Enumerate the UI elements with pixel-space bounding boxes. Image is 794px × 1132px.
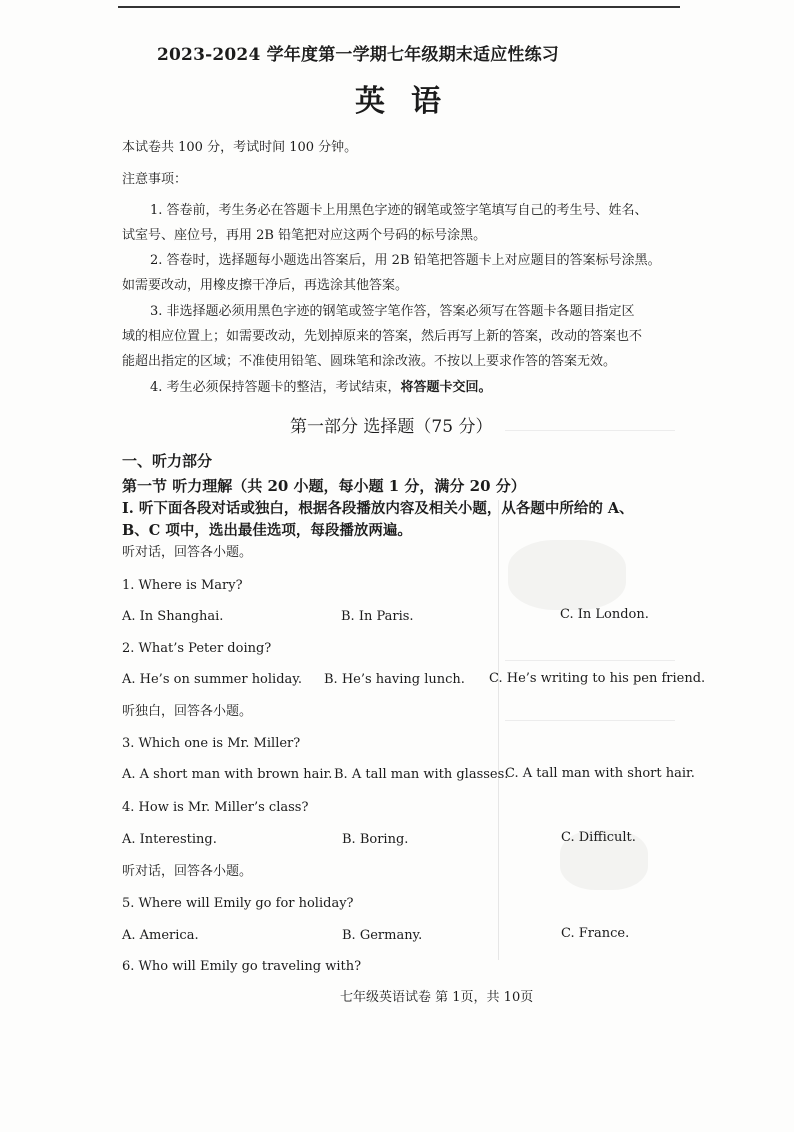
note-line — [150, 380, 492, 396]
option-c: C. France. — [561, 926, 630, 941]
option-a: A. A short man with brown hair. — [122, 767, 333, 782]
note-line: 2. 答卷时，选择题每小题选出答案后，用 2B 铅笔把答题卡上对应题目的答案标号涂黑。 — [150, 253, 661, 268]
instruction-line: I. 听下面各段对话或独白，根据各段播放内容及相关小题，从各题中所给的 A、 — [122, 500, 634, 517]
option-c: C. A tall man with short hair. — [505, 766, 695, 781]
note-line: 试室号、座位号，再用 2B 铅笔把对应这两个号码的标号涂黑。 — [122, 228, 487, 243]
option-a: A. Interesting. — [122, 832, 217, 847]
group-instruction: 听对话，回答各小题。 — [122, 545, 253, 560]
option-b: B. Boring. — [342, 832, 409, 847]
note-line: 3. 非选择题必须用黑色字迹的钢笔或签字笔作答，答案必须写在答题卡各题目指定区 — [150, 304, 635, 319]
part-title: 第一部分 选择题（75 分） — [290, 417, 493, 437]
note-line: 能超出指定的区域；不准使用铅笔、圆珠笔和涂改液。不按以上要求作答的答案无效。 — [122, 354, 617, 369]
instruction-line: B、C 项中，选出最佳选项，每段播放两遍。 — [122, 522, 412, 539]
option-c: C. In London. — [560, 607, 649, 622]
question-text: 1. Where is Mary? — [122, 578, 243, 593]
group-instruction: 听独白，回答各小题。 — [122, 704, 253, 719]
bleed-through-image — [508, 540, 626, 610]
note-line: 1. 答卷前，考生务必在答题卡上用黑色字迹的钢笔或签字笔填写自己的考生号、姓名、 — [150, 203, 648, 218]
note-line: 如需要改动，用橡皮擦干净后，再选涂其他答案。 — [122, 278, 409, 293]
section-heading: 一、听力部分 — [122, 452, 213, 470]
subject-title: 英语 — [355, 84, 467, 119]
option-c: C. Difficult. — [561, 830, 636, 845]
bleed-through-line — [505, 720, 675, 721]
notes-heading: 注意事项： — [122, 172, 188, 187]
subsection-heading: 第一节 听力理解（共 20 小题，每小题 1 分，满分 20 分） — [122, 477, 526, 495]
option-b: B. He’s having lunch. — [324, 672, 465, 687]
option-b: B. Germany. — [342, 928, 423, 943]
option-a: A. He’s on summer holiday. — [122, 672, 303, 687]
note-4-text: 4. 考生必须保持答题卡的整洁，考试结束， — [150, 380, 401, 395]
note-4-emphasis: 将答题卡交回。 — [400, 380, 492, 395]
exam-title: 2023-2024 学年度第一学期七年级期末适应性练习 — [157, 45, 560, 65]
bleed-through-line — [505, 430, 675, 431]
page-footer: 七年级英语试卷 第 1页，共 10页 — [340, 990, 534, 1005]
top-rule — [118, 6, 680, 8]
option-c: C. He’s writing to his pen friend. — [489, 671, 706, 686]
option-b: B. In Paris. — [341, 609, 414, 624]
question-text: 2. What’s Peter doing? — [122, 641, 272, 656]
question-text: 3. Which one is Mr. Miller? — [122, 736, 301, 751]
question-text: 4. How is Mr. Miller’s class? — [122, 800, 309, 815]
note-line: 域的相应位置上；如需要改动，先划掉原来的答案，然后再写上新的答案，改动的答案也不 — [122, 329, 643, 344]
option-b: B. A tall man with glasses. — [334, 767, 509, 782]
option-a: A. America. — [122, 928, 199, 943]
question-text: 5. Where will Emily go for holiday? — [122, 896, 354, 911]
question-text: 6. Who will Emily go traveling with? — [122, 959, 362, 974]
option-a: A. In Shanghai. — [122, 609, 224, 624]
group-instruction: 听对话，回答各小题。 — [122, 864, 253, 879]
bleed-through-line — [505, 660, 675, 661]
score-time-info: 本试卷共 100 分，考试时间 100 分钟。 — [122, 140, 358, 155]
